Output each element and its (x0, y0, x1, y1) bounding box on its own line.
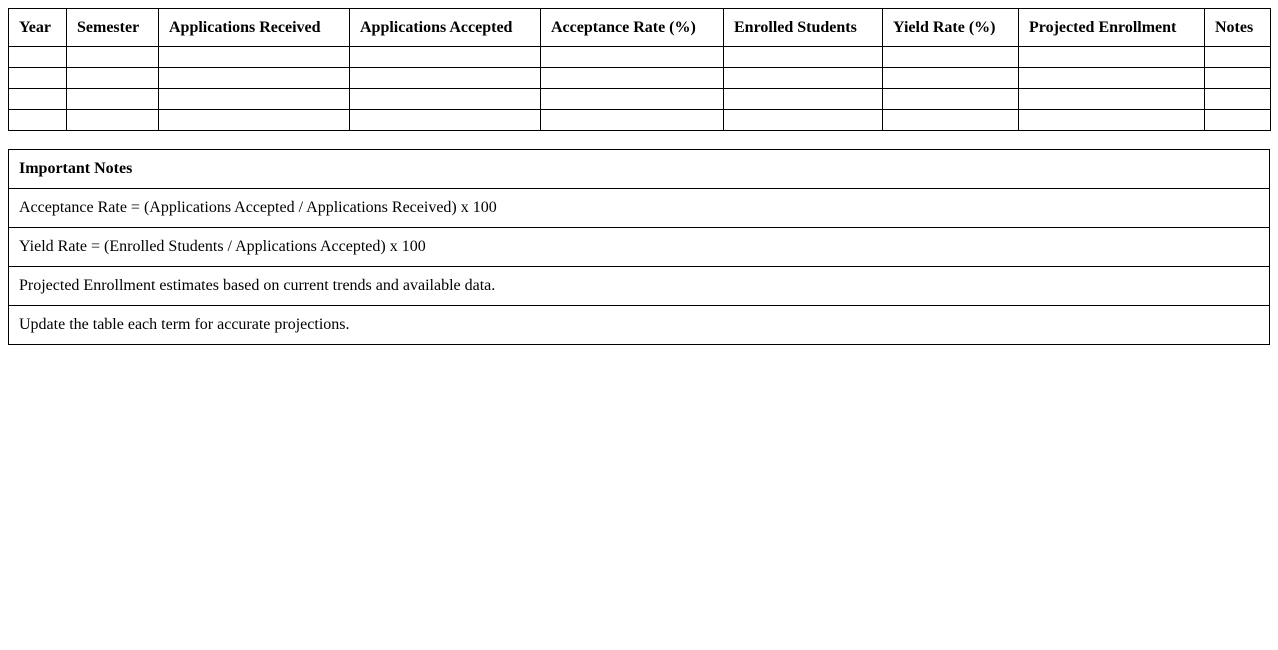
note-yield-rate-formula: Yield Rate = (Enrolled Students / Applications Accepted) x 100 (9, 228, 1270, 267)
header-acceptance-rate: Acceptance Rate (%) (541, 9, 724, 47)
table-cell[interactable] (724, 47, 883, 68)
table-cell[interactable] (883, 68, 1019, 89)
note-row (9, 267, 1270, 306)
table-cell[interactable] (1205, 68, 1271, 89)
table-cell[interactable] (1205, 47, 1271, 68)
table-cell[interactable] (1019, 68, 1205, 89)
table-cell[interactable] (724, 110, 883, 131)
table-cell[interactable] (159, 47, 350, 68)
table-cell[interactable] (159, 89, 350, 110)
table-cell[interactable] (9, 110, 67, 131)
table-cell[interactable] (350, 68, 541, 89)
table-cell[interactable] (883, 110, 1019, 131)
table-cell[interactable] (1019, 110, 1205, 131)
table-cell[interactable] (159, 110, 350, 131)
table-cell[interactable] (9, 89, 67, 110)
enrollment-tracker-table (8, 8, 1271, 131)
table-cell[interactable] (1205, 110, 1271, 131)
table-row (9, 68, 1271, 89)
table-cell[interactable] (541, 89, 724, 110)
note-row (9, 306, 1270, 345)
note-projected-enrollment: Projected Enrollment estimates based on current trends and available data. (9, 267, 1270, 306)
header-applications-received: Applications Received (159, 9, 350, 47)
important-notes-table (8, 149, 1270, 345)
header-applications-accepted: Applications Accepted (350, 9, 541, 47)
table-cell[interactable] (67, 110, 159, 131)
table-cell[interactable] (541, 68, 724, 89)
table-cell[interactable] (350, 110, 541, 131)
header-projected-enrollment: Projected Enrollment (1019, 9, 1205, 47)
table-cell[interactable] (1205, 89, 1271, 110)
table-cell[interactable] (541, 110, 724, 131)
header-notes: Notes (1205, 9, 1271, 47)
table-cell[interactable] (350, 89, 541, 110)
note-row (9, 228, 1270, 267)
notes-title: Important Notes (9, 150, 1270, 189)
table-cell[interactable] (1019, 89, 1205, 110)
header-semester: Semester (67, 9, 159, 47)
header-row (9, 9, 1271, 47)
table-cell[interactable] (883, 89, 1019, 110)
table-cell[interactable] (724, 68, 883, 89)
table-cell[interactable] (67, 68, 159, 89)
note-row (9, 189, 1270, 228)
table-cell[interactable] (1019, 47, 1205, 68)
table-cell[interactable] (67, 89, 159, 110)
note-acceptance-rate-formula: Acceptance Rate = (Applications Accepted / Applications Received) x 100 (9, 189, 1270, 228)
header-yield-rate: Yield Rate (%) (883, 9, 1019, 47)
table-row (9, 47, 1271, 68)
table-cell[interactable] (724, 89, 883, 110)
header-enrolled-students: Enrolled Students (724, 9, 883, 47)
table-cell[interactable] (9, 47, 67, 68)
notes-title-row (9, 150, 1270, 189)
note-update-reminder: Update the table each term for accurate projections. (9, 306, 1270, 345)
table-cell[interactable] (159, 68, 350, 89)
table-row (9, 110, 1271, 131)
table-cell[interactable] (350, 47, 541, 68)
table-cell[interactable] (541, 47, 724, 68)
table-cell[interactable] (67, 47, 159, 68)
table-cell[interactable] (9, 68, 67, 89)
table-row (9, 89, 1271, 110)
table-cell[interactable] (883, 47, 1019, 68)
header-year: Year (9, 9, 67, 47)
